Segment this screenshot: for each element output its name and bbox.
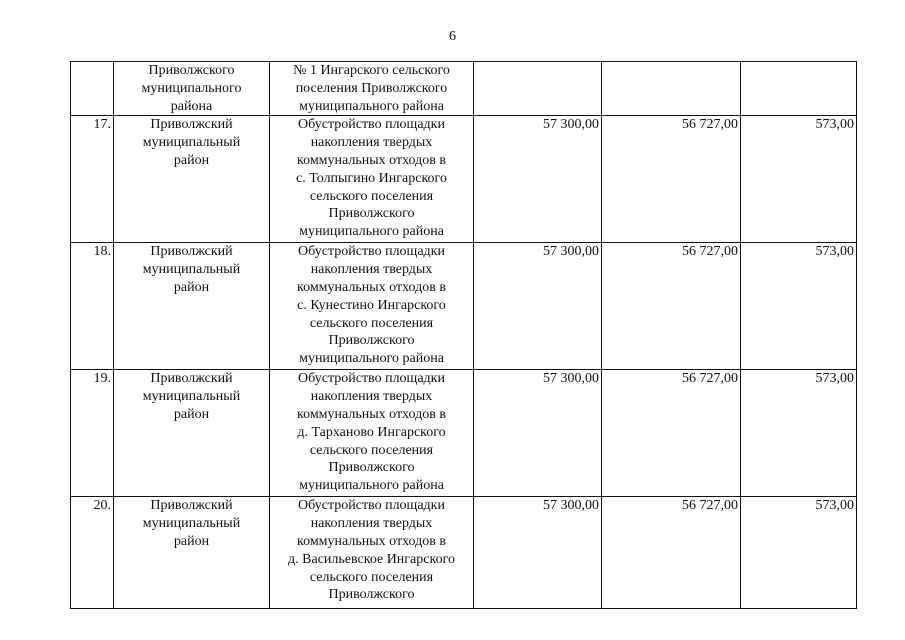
object-line: поселения Приволжского [295,80,448,96]
regional-amount-cell [602,62,741,116]
district-line: район [173,533,210,549]
district-line: Приволжского [148,63,235,78]
district-cell [114,497,270,609]
regional-amount-cell: 56 727,00 [602,370,741,497]
district-line: Приволжский [150,244,233,260]
object-line: Приволжского [328,460,415,476]
district-line: район [173,406,210,422]
row-number-cell: 18. [71,243,114,370]
object-line: коммунальных отходов в [297,406,446,422]
object-line: д. Васильевское Ингарского [288,551,455,567]
district-line: муниципальный [142,135,241,151]
table-row [71,497,857,609]
object-line: накопления твердых [310,135,433,151]
district-cell [114,243,270,370]
table-row-continued [71,62,857,116]
object-line: Обустройство площадки [298,371,445,387]
object-line: муниципального района [299,478,444,494]
row-number-cell: 17. [71,116,114,243]
object-line: сельского поселения [309,315,434,331]
row-number-cell: 19. [71,370,114,497]
object-line: Обустройство площадки [298,117,445,133]
district-line: муниципальный [142,389,241,405]
total-amount-cell: 57 300,00 [474,243,602,370]
page-number: 6 [449,29,456,44]
object-line: сельского поселения [309,569,434,585]
object-line: коммунальных отходов в [297,533,446,549]
object-cell [270,62,474,116]
district-line: муниципальный [142,516,241,532]
district-line: района [170,98,213,114]
district-line: Приволжский [150,498,233,514]
object-line: № 1 Ингарского сельского [293,63,450,78]
district-line: муниципального [141,80,242,96]
object-line: муниципального района [299,98,444,114]
object-line: Приволжского [328,333,415,349]
object-line: д. Тарханово Ингарского [297,424,446,440]
object-line: с. Кунестино Ингарского [297,297,446,313]
total-amount-cell [474,62,602,116]
object-line: Приволжского [328,587,415,603]
row-number-cell: 20. [71,497,114,609]
row-number-cell [71,62,114,116]
object-cell [270,497,474,609]
local-amount-cell: 573,00 [741,243,857,370]
object-line: с. Толпыгино Ингарского [296,170,447,186]
funding-table [70,61,857,609]
district-cell [114,116,270,243]
table-row [71,243,857,370]
object-line: коммунальных отходов в [297,152,446,168]
regional-amount-cell: 56 727,00 [602,243,741,370]
district-line: Приволжский [150,117,233,133]
object-line: Обустройство площадки [298,244,445,260]
object-line: сельского поселения [309,188,434,204]
table-row [71,116,857,243]
object-cell [270,370,474,497]
local-amount-cell [741,62,857,116]
object-cell [270,243,474,370]
object-line: муниципального района [299,224,444,240]
total-amount-cell: 57 300,00 [474,497,602,609]
total-amount-cell: 57 300,00 [474,370,602,497]
object-line: накопления твердых [310,262,433,278]
object-line: накопления твердых [310,516,433,532]
table-row [71,370,857,497]
object-line: Обустройство площадки [298,498,445,514]
regional-amount-cell: 56 727,00 [602,116,741,243]
district-cell [114,370,270,497]
local-amount-cell: 573,00 [741,116,857,243]
district-line: муниципальный [142,262,241,278]
object-line: накопления твердых [310,389,433,405]
regional-amount-cell: 56 727,00 [602,497,741,609]
object-line: Приволжского [328,206,415,222]
object-line: муниципального района [299,351,444,367]
object-line: коммунальных отходов в [297,279,446,295]
district-line: район [173,279,210,295]
object-line: сельского поселения [309,442,434,458]
local-amount-cell: 573,00 [741,497,857,609]
district-line: Приволжский [150,371,233,387]
object-cell [270,116,474,243]
local-amount-cell: 573,00 [741,370,857,497]
total-amount-cell: 57 300,00 [474,116,602,243]
district-cell [114,62,270,116]
district-line: район [173,152,210,168]
